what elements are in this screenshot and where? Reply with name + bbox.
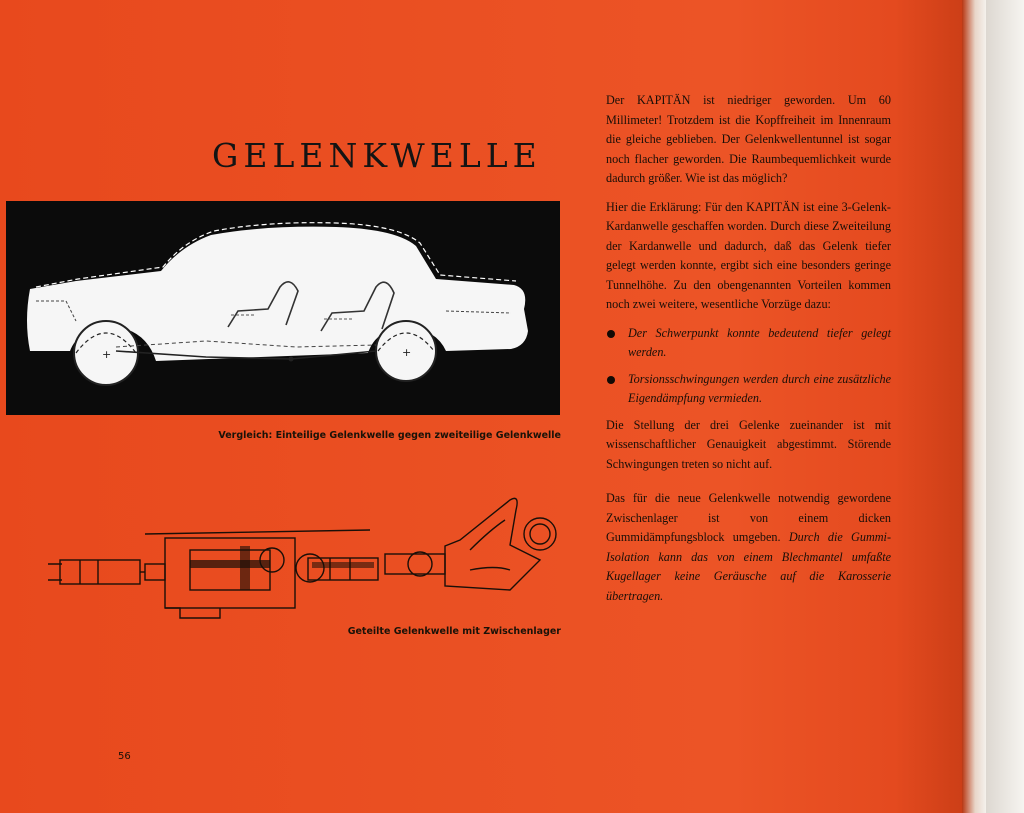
paragraph-joints: Die Stellung der drei Gelenke zueinander ist mit wissenschaftlicher Genauigkeit abgestimmt. Störende Schwingungen treten so nicht auf. (606, 417, 891, 471)
bullet-icon (607, 376, 615, 384)
bearing-text-regular: Das für die neue Gelenkwelle notwendig gewordene Zwischenlager ist von einem dicken Gummidämpfungsblock umgeben. (606, 491, 891, 544)
page-edge (962, 0, 986, 813)
list-item (606, 370, 891, 409)
list-item-text: Der Schwerpunkt konnte bedeutend tiefer gelegt werden. (628, 325, 891, 359)
body-text-column (606, 91, 891, 615)
paragraph-intro: Der KAPITÄN ist niedriger geworden. Um 60 Millimeter! Trotzdem ist die Kopffreiheit im Innenraum die gleiche geblieben. Der Gelenkwellentunnel ist sogar noch flacher geworden. Die Raumbequemlichkeit wurde dadurch größer. Wie ist das möglich? (606, 93, 891, 185)
list-item (606, 324, 891, 363)
drawing-caption: Geteilte Gelenkwelle mit Zwischenlager (347, 626, 561, 637)
svg-text:+: + (102, 348, 112, 361)
bullet-icon (607, 330, 615, 338)
adjacent-page-edge (986, 0, 1024, 813)
photo-caption: Vergleich: Einteilige Gelenkwelle gegen zweiteilige Gelenkwelle (218, 430, 561, 441)
drive-shaft-drawing (40, 490, 565, 625)
car-silhouette-illustration (6, 201, 560, 415)
advantages-list (606, 324, 891, 409)
bearing-text-italic: Durch die Gummi-Isolation kann das von einem Blechmantel umfaßte Kugellager keine Geräusche auf die Karosserie übertragen. (606, 530, 891, 603)
paragraph-bearing (606, 489, 891, 606)
car-silhouette-photo (6, 201, 560, 415)
list-item-text: Torsionsschwingungen werden durch eine zusätzliche Eigendämpfung vermieden. (628, 371, 891, 405)
svg-text:+: + (402, 346, 412, 359)
paragraph-explanation: Hier die Erklärung: Für den KAPITÄN ist eine 3-Gelenk-Kardanwelle geschaffen worden. Durch diese Zweiteilung der Kardanwelle und dadurch, daß das Gelenk tiefer gelegt werden konnte, ergibt sich eine besonders geringe Tunnelhöhe. Zu den obengenannten Vorteilen kommen noch zwei weitere, wesentliche Vorzüge dazu: (606, 199, 891, 311)
page-number: 56 (118, 751, 131, 762)
page-title: GELENKWELLE (212, 136, 542, 175)
